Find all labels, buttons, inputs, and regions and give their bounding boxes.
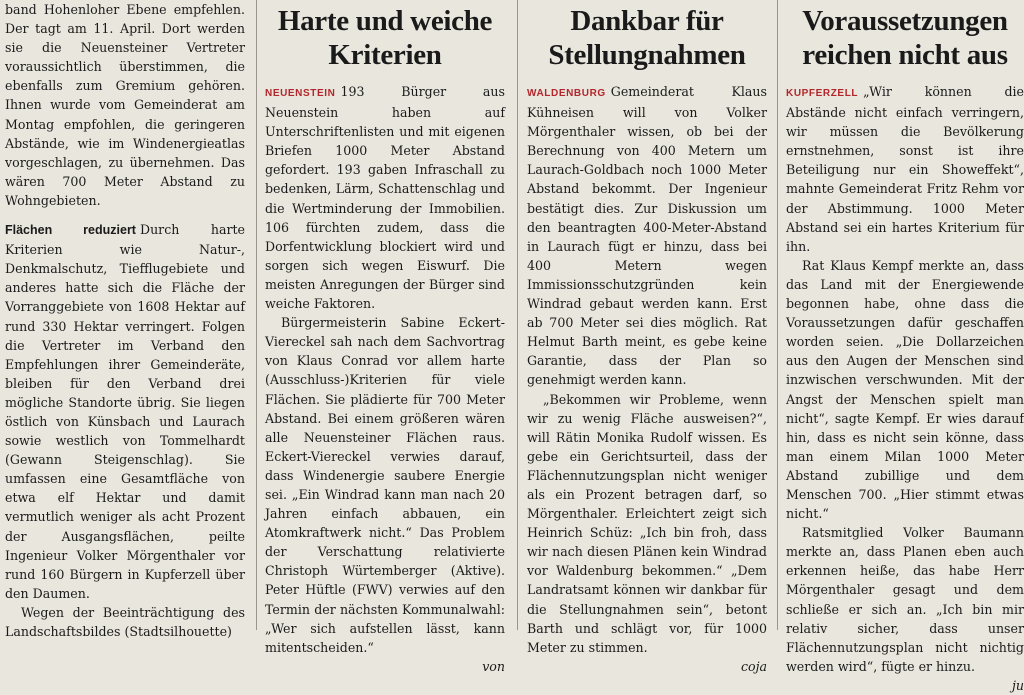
headline-line: Stellungnahmen	[548, 39, 746, 71]
headline-line: Dankbar für	[570, 5, 724, 37]
column-rule	[256, 0, 257, 630]
article-body	[5, 0, 245, 641]
body-paragraph: Ratsmitglied Volker Baumann merkte an, dass Planen eben auch erkennen heiße, das habe Herr Mörgenthaler gesagt und dem schließe er sich an. „Ich bin mir relativ sicher, dass unser Flächennutzungsplan nicht nichtig werden wird“, fügte er hinzu.	[786, 525, 1024, 674]
article-headline	[786, 4, 1024, 72]
headline-line: reichen nicht aus	[802, 39, 1008, 71]
article-headline	[527, 4, 767, 72]
column-rule	[517, 0, 518, 630]
headline-line: Voraussetzungen	[802, 5, 1008, 37]
subheading: Flächen reduziert	[5, 223, 136, 238]
article-body	[786, 82, 1024, 695]
body-paragraph: „Bekommen wir Probleme, wenn wir zu wenig Fläche ausweisen?“, will Rätin Monika Rudolf wissen. Es gebe ein Gerichtsurteil, dass der Flächennutzungsplan nicht weniger als ein Prozent betragen darf, so Mörgenthaler. Erleichtert zeigt sich Heinrich Schüz: „Ich bin froh, dass wir nach diesen Plänen kein Windrad vor Waldenburg bekommen.“ „Dem Landratsamt können wir dankbar für die Stellungnahmen sein“, betont Barth und schlägt vor, für 1000 Meter zu stimmen.	[527, 391, 767, 655]
body-paragraph	[527, 82, 767, 390]
column-rule	[777, 0, 778, 630]
article-neuenstein	[265, 0, 505, 674]
headline-line: Kriterien	[328, 39, 442, 71]
signature-row	[786, 676, 1024, 695]
article-headline	[265, 4, 505, 72]
body-paragraph	[5, 220, 245, 603]
article-continuation-column	[5, 0, 245, 639]
signature-row	[265, 657, 505, 676]
article-body	[527, 82, 767, 676]
paragraph-gap	[5, 210, 245, 220]
paragraph-text: Gemeinderat Klaus Kühneisen will von Volker Mörgenthaler wissen, ob bei der Berechnung von 400 Metern um Laurach-Goldbach noch 1000 Meter Abstand bekommt. Der Ingenieur bestätigt dies. Zur Diskussion um den beantragten 400-Meter-Abstand in Laurach fügt er hinzu, dass bei 400 Metern wegen Immissionsschutzgründen kein Windrad gebaut werden kann. Erst ab 700 Meter sei dies möglich. Rat Helmut Barth meint, es gebe keine Garantie, dass der Plan so genehmigt werden kann.	[527, 84, 767, 388]
body-paragraph: Rat Klaus Kempf merkte an, dass das Land mit der Energiewende begonnen habe, ohne dass die Voraussetzungen dafür geschaffen worden seien. „Die Dollarzeichen aus den Augen der Menschen sind inzwischen verschwunden. Mit der Angst der Menschen spielt man nicht“, sagte Kempf. Er wies darauf hin, dass es nicht sein könne, dass man einem Milan 1000 Meter Abstand zubillige und dem Menschen 700. „Hier stimmt etwas nicht.“	[786, 257, 1024, 522]
body-paragraph: band Hohenloher Ebene empfehlen. Der tagt am 11. April. Dort werden sie die Neuensteiner Vertreter voraussichtlich überstimmen, die ebenfalls zum Gremium gehören. Ihnen wurde vom Gemeinderat am Montag empfohlen, die geringeren Abstände, wie im Windenergieatlas vorgeschlagen, zu übernehmen. Das wären 700 Meter Abstand zu Wohngebieten.	[5, 2, 245, 208]
body-paragraph	[786, 82, 1024, 256]
body-paragraph: Bürgermeisterin Sabine Eckert-Viereckel sah nach dem Sachvortrag von Klaus Conrad vor allem harte (Ausschluss-)Kriterien für viele Flächen. Sie plädierte für 700 Meter Abstand. Bei einem größeren wären alle Neuensteiner Flächen raus. Eckert-Viereckel verwies darauf, dass Windenergie saubere Energie sei. „Ein Windrad kann man nach 20 Jahren einfach abbauen, ein Atomkraftwerk nicht.“ Das Problem der Verschattung relativierte Christoph Würtemberger (Aktive). Peter Hüftle (FWV) verwies auf den Termin der nächsten Kommunalwahl: „Wer sich aufstellen lässt, kann mitentscheiden.“	[265, 315, 505, 655]
article-waldenburg	[527, 0, 767, 674]
dateline: NEUENSTEIN	[265, 88, 336, 99]
paragraph-text: „Wir können die Abstände nicht einfach verringern, wir müssen die Bevölkerung ernstnehmen, sonst ist ihre Beteiligung nur ein Showeffekt“, mahnte Gemeinderat Fritz Rehm vor der Abstimmung. 1000 Meter Abstand sei ein hartes Kriterium für ihn.	[786, 84, 1024, 254]
paragraph-text: Durch harte Kriterien wie Natur-, Denkmalschutz, Tiefflugebiete und anderes hatte sich die Fläche der Vorranggebiete von 1608 Hektar auf rund 330 Hektar verringert. Folgen die Vertreter im Verband den Empfehlungen ihrer Gemeinderäte, bleiben für den Verband drei mögliche Standorte übrig. Sie liegen östlich von Künsbach und Laurach sowie westlich von Tommelhardt (Gewann Steigenschlag). Sie umfassen eine Gesamtfläche von etwa elf Hektar und damit vermutlich weniger als acht Prozent der Ausgangsflächen, peilte Ingenieur Volker Mörgenthaler vor rund 160 Bürgern in Kupferzell über den Daumen.	[5, 222, 245, 601]
body-paragraph	[265, 82, 505, 313]
headline-line: Harte und weiche	[277, 5, 493, 37]
dateline: WALDENBURG	[527, 88, 606, 99]
signature-row	[527, 657, 767, 676]
article-body	[265, 82, 505, 676]
author-signature: coja	[740, 658, 767, 674]
author-signature: von	[482, 658, 505, 674]
author-signature: ju	[1011, 677, 1024, 693]
dateline: KUPFERZELL	[786, 88, 859, 99]
body-paragraph: Wegen der Beeinträchtigung des Landschaftsbildes (Stadtsilhouette)	[5, 604, 245, 639]
paragraph-text: 193 Bürger aus Neuenstein haben auf Unterschriftenlisten und mit eigenen Briefen 1000 Meter Abstand gefordert. 193 gaben Infraschall zu bedenken, Lärm, Schattenschlag und die Wertminderung der Immobilien. 106 fürchten zudem, dass die Dorfentwicklung blockiert wird und sorgen sich wegen Eiswurf. Die meisten Anregungen der Bürger sind weiche Faktoren.	[265, 84, 505, 312]
article-kupferzell	[786, 0, 1024, 693]
